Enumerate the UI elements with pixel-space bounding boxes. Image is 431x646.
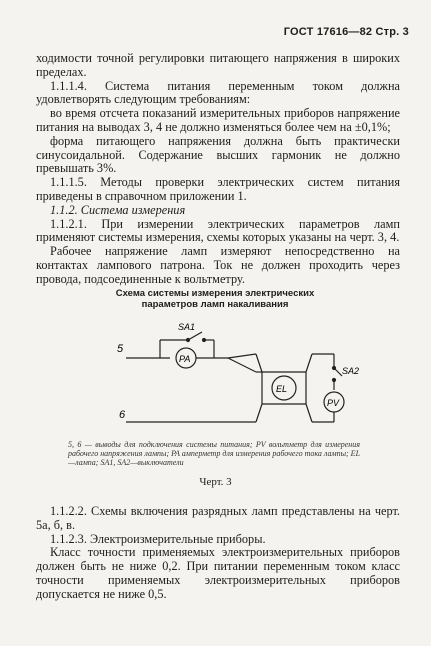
paragraph: Рабочее напряжение ламп измеряют непосредственно на контактах лампового патрона. Ток не должен проходить через провода, подсоединенные к вольтметру.: [36, 244, 400, 286]
section-heading: 1.1.2. Система измерения: [50, 202, 186, 217]
paragraph: во время отсчета показаний измерительных приборов напряжение питания на выводах 3, 4 не должно изменяться более чем на ±0,1%;: [36, 106, 400, 134]
figure-caption: Черт. 3: [199, 476, 232, 488]
paragraph: 1.1.2.1. При измерении электрических параметров ламп применяют системы измерения, схемы которых указаны на черт. 3, 4.: [36, 216, 400, 245]
figure-legend: 5, 6 — выводы для подключения системы питания; PV вольтметр для измерения рабочего напряжения лампы; PA амперметр для измерения рабочего тока лампы; EL—лампа; SA1, SA2—выключатели: [68, 440, 361, 467]
paragraph: форма питающего напряжения должна быть практически синусоидальной. Содержание высших гармоник не должно превышать 3%.: [36, 133, 400, 176]
body-text-top: [36, 52, 400, 287]
paragraph: Класс точности применяемых электроизмерительных приборов должен быть не ниже 0,2. При питании переменным током класс точности применяемых электроизмерительных приборов допускается не ниже 0,5.: [36, 545, 400, 601]
terminal-6-label: 6: [119, 409, 126, 421]
figure-title-line2: параметров ламп накаливания: [141, 299, 289, 310]
paragraph: 1.1.1.5. Методы проверки электрических систем питания приведены в справочном приложении 1.: [36, 175, 400, 203]
paragraph: 1.1.2.2. Схемы включения разрядных ламп представлены на черт. 5а, б, в.: [36, 504, 400, 532]
paragraph: 1.1.2.3. Электроизмерительные приборы.: [50, 531, 266, 546]
pv-label: PV: [327, 398, 340, 408]
sa2-label: SA2: [342, 366, 360, 376]
el-label: EL: [276, 384, 288, 394]
body-text-bottom: [36, 505, 400, 602]
paragraph: 1.1.1.4. Система питания переменным током должна удовлетворять следующим требованиям:: [36, 78, 400, 107]
figure-title-line1: Схема системы измерения электрических: [115, 288, 315, 299]
sa1-label: SA1: [178, 322, 196, 332]
figure-title: [100, 288, 330, 310]
paragraph: ходимости точной регулировки питающего напряжения в широких пределах.: [36, 51, 400, 79]
pa-label: PA: [179, 354, 191, 364]
page-header: ГОСТ 17616—82 Стр. 3: [283, 26, 409, 38]
terminal-5-label: 5: [117, 343, 124, 355]
